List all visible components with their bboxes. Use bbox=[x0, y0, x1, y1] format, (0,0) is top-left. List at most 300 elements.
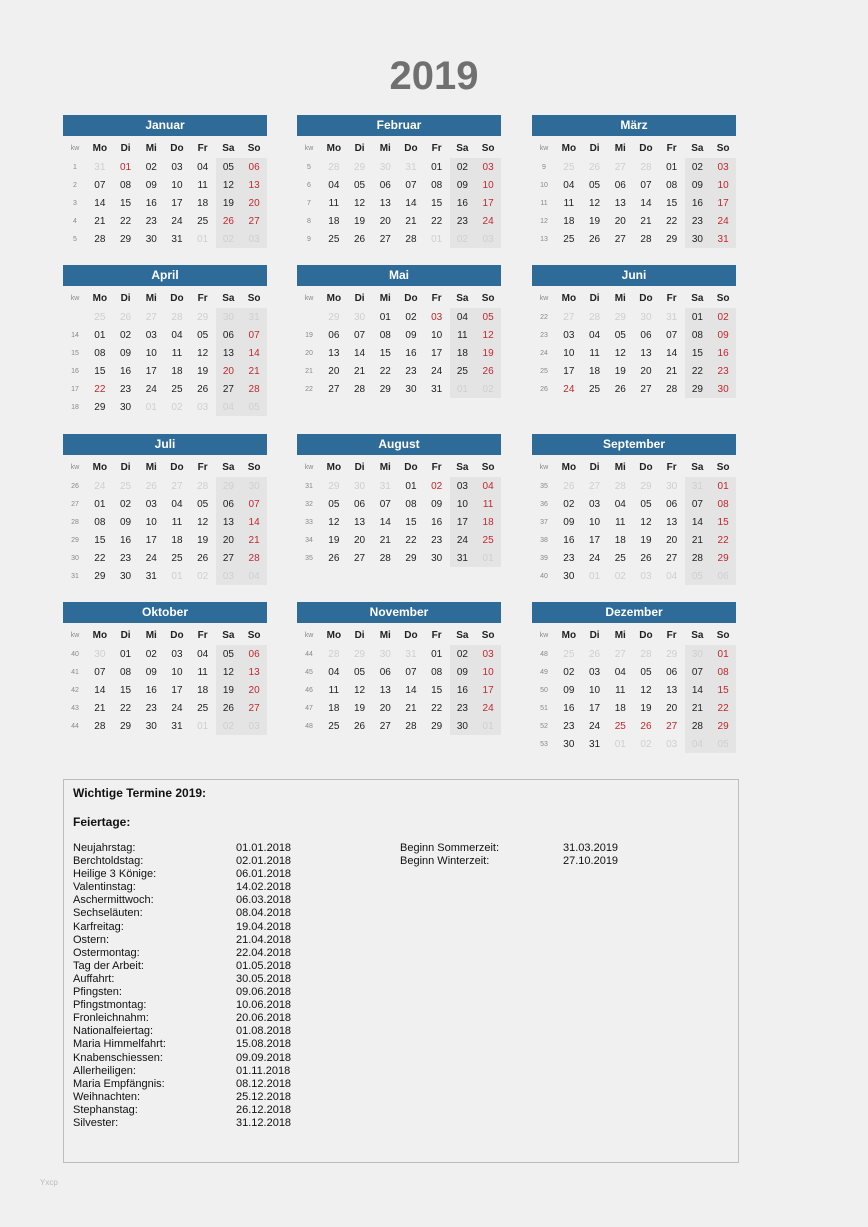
day-cell: 30 bbox=[379, 648, 391, 660]
day-cell: 19 bbox=[614, 365, 626, 377]
day-cell: 21 bbox=[405, 702, 417, 714]
holiday-name: Aschermittwoch: bbox=[73, 894, 154, 907]
day-cell: 22 bbox=[94, 383, 106, 395]
day-cell: 11 bbox=[328, 684, 340, 696]
week-number: 26 bbox=[540, 385, 548, 393]
day-cell: 10 bbox=[431, 329, 443, 341]
day-cell: 10 bbox=[710, 176, 736, 194]
day-cell: 29 bbox=[710, 717, 736, 735]
day-cell: 18 bbox=[197, 684, 209, 696]
day-cell: 31 bbox=[685, 477, 711, 495]
day-cell: 03 bbox=[589, 666, 601, 678]
holiday-name: Allerheiligen: bbox=[73, 1064, 136, 1077]
day-cell: 18 bbox=[328, 215, 340, 227]
holiday-name: Tag der Arbeit: bbox=[73, 959, 144, 972]
week-number: 34 bbox=[305, 536, 313, 544]
day-cell: 06 bbox=[666, 498, 678, 510]
day-cell: 25 bbox=[328, 720, 340, 732]
day-cell: 01 bbox=[171, 570, 183, 582]
week-number: 6 bbox=[307, 181, 311, 189]
day-cell: 03 bbox=[640, 570, 652, 582]
day-cell: 03 bbox=[145, 498, 157, 510]
day-cell: 03 bbox=[145, 329, 157, 341]
day-cell: 01 bbox=[94, 329, 106, 341]
day-cell: 30 bbox=[120, 401, 132, 413]
day-cell: 18 bbox=[171, 365, 183, 377]
day-cell: 27 bbox=[640, 383, 652, 395]
day-cell: 19 bbox=[197, 534, 209, 546]
week-number: 13 bbox=[540, 235, 548, 243]
week-number: 12 bbox=[540, 217, 548, 225]
day-cell: 13 bbox=[216, 513, 242, 531]
day-cell: 27 bbox=[666, 720, 678, 732]
day-cell: 04 bbox=[450, 308, 476, 326]
day-cell: 22 bbox=[685, 362, 711, 380]
time-change-name: Beginn Sommerzeit: bbox=[400, 842, 500, 854]
day-cell: 04 bbox=[614, 666, 626, 678]
weekday-header: So bbox=[247, 292, 261, 304]
day-cell: 25 bbox=[614, 552, 626, 564]
weekday-header: Mo bbox=[326, 629, 342, 641]
day-cell: 14 bbox=[241, 513, 267, 531]
day-cell: 22 bbox=[710, 699, 736, 717]
day-cell: 25 bbox=[171, 552, 183, 564]
day-cell: 09 bbox=[431, 498, 443, 510]
day-cell: 30 bbox=[450, 717, 476, 735]
day-cell: 10 bbox=[475, 663, 501, 681]
day-cell: 02 bbox=[450, 230, 476, 248]
week-number: 48 bbox=[305, 722, 313, 730]
holiday-name: Fronleichnahm: bbox=[73, 1012, 149, 1025]
weekday-header: Di bbox=[354, 461, 365, 473]
day-cell: 30 bbox=[354, 311, 366, 323]
day-cell: 05 bbox=[328, 498, 340, 510]
weekday-header: Mi bbox=[379, 292, 391, 304]
holiday-date: 06.03.2018 bbox=[236, 894, 292, 907]
holiday-name: Auffahrt: bbox=[73, 972, 115, 985]
day-cell: 02 bbox=[640, 738, 652, 750]
month-title: Dezember bbox=[532, 602, 736, 623]
day-cell: 14 bbox=[405, 197, 417, 209]
week-number-header: kw bbox=[539, 294, 549, 302]
day-cell: 30 bbox=[241, 477, 267, 495]
day-cell: 04 bbox=[685, 735, 711, 753]
day-cell: 10 bbox=[475, 176, 501, 194]
day-cell: 28 bbox=[685, 549, 711, 567]
day-cell: 13 bbox=[241, 176, 267, 194]
weekday-header: So bbox=[716, 292, 730, 304]
week-number: 8 bbox=[307, 217, 311, 225]
day-cell: 20 bbox=[241, 194, 267, 212]
week-number: 26 bbox=[71, 482, 79, 490]
weekday-header: Mo bbox=[561, 461, 577, 473]
day-cell: 02 bbox=[216, 717, 242, 735]
week-number: 41 bbox=[71, 668, 79, 676]
day-cell: 15 bbox=[379, 347, 391, 359]
day-cell: 23 bbox=[145, 702, 157, 714]
day-cell: 05 bbox=[216, 645, 242, 663]
holiday-name: Weihnachten: bbox=[73, 1090, 141, 1103]
day-cell: 26 bbox=[120, 311, 132, 323]
day-cell: 05 bbox=[710, 735, 736, 753]
month-table bbox=[63, 457, 267, 585]
day-cell: 18 bbox=[197, 197, 209, 209]
day-cell: 03 bbox=[475, 230, 501, 248]
day-cell: 19 bbox=[354, 215, 366, 227]
weekday-header: Do bbox=[170, 461, 184, 473]
month-title: Juni bbox=[532, 265, 736, 286]
day-cell: 30 bbox=[405, 383, 417, 395]
day-cell: 06 bbox=[354, 498, 366, 510]
holiday-name: Heilige 3 Könige: bbox=[73, 868, 157, 881]
day-cell: 31 bbox=[405, 161, 417, 173]
day-cell: 14 bbox=[94, 684, 106, 696]
day-cell: 29 bbox=[328, 480, 340, 492]
day-cell: 12 bbox=[589, 197, 601, 209]
week-number: 33 bbox=[305, 518, 313, 526]
day-cell: 29 bbox=[431, 720, 443, 732]
day-cell: 01 bbox=[450, 380, 476, 398]
day-cell: 14 bbox=[685, 681, 711, 699]
day-cell: 13 bbox=[379, 197, 391, 209]
weekday-header: Fr bbox=[431, 461, 442, 473]
week-number: 31 bbox=[305, 482, 313, 490]
weekday-header: Di bbox=[354, 629, 365, 641]
week-number-header: kw bbox=[539, 463, 549, 471]
week-number: 31 bbox=[71, 572, 79, 580]
weekday-header: So bbox=[716, 629, 730, 641]
day-cell: 12 bbox=[354, 197, 366, 209]
weekday-header: Fr bbox=[431, 629, 442, 641]
day-cell: 26 bbox=[197, 552, 209, 564]
day-cell: 26 bbox=[640, 720, 652, 732]
holiday-name: Pfingsten: bbox=[73, 986, 122, 999]
day-cell: 01 bbox=[475, 717, 501, 735]
week-number-header: kw bbox=[539, 144, 549, 152]
weekday-header: Mi bbox=[145, 461, 157, 473]
week-number: 1 bbox=[73, 163, 77, 171]
weekday-header: Fr bbox=[197, 292, 208, 304]
day-cell: 09 bbox=[563, 516, 575, 528]
weekday-header: So bbox=[481, 142, 495, 154]
day-cell: 17 bbox=[589, 534, 601, 546]
day-cell: 09 bbox=[120, 347, 132, 359]
month-6 bbox=[532, 265, 736, 398]
day-cell: 21 bbox=[685, 699, 711, 717]
weekday-header: So bbox=[481, 629, 495, 641]
day-cell: 11 bbox=[615, 684, 626, 696]
week-number: 45 bbox=[305, 668, 313, 676]
day-cell: 16 bbox=[431, 516, 443, 528]
holiday-name: Karfreitag: bbox=[73, 920, 124, 933]
time-change-date: 31.03.2019 bbox=[563, 842, 619, 854]
day-cell: 25 bbox=[563, 648, 575, 660]
day-cell: 22 bbox=[379, 365, 391, 377]
day-cell: 08 bbox=[94, 516, 106, 528]
day-cell: 23 bbox=[563, 720, 575, 732]
day-cell: 01 bbox=[379, 311, 391, 323]
weekday-header: Di bbox=[120, 629, 131, 641]
day-cell: 27 bbox=[379, 233, 391, 245]
week-number: 28 bbox=[71, 518, 79, 526]
holiday-name: Ostern: bbox=[73, 933, 110, 946]
day-cell: 30 bbox=[563, 570, 575, 582]
day-cell: 01 bbox=[431, 233, 443, 245]
day-cell: 30 bbox=[94, 648, 106, 660]
week-number: 15 bbox=[71, 349, 79, 357]
day-cell: 25 bbox=[197, 702, 209, 714]
day-cell: 12 bbox=[614, 347, 626, 359]
day-cell: 22 bbox=[431, 215, 443, 227]
day-cell: 28 bbox=[614, 480, 626, 492]
day-cell: 27 bbox=[354, 552, 366, 564]
day-cell: 03 bbox=[666, 738, 678, 750]
day-cell: 05 bbox=[640, 498, 652, 510]
week-number: 24 bbox=[540, 349, 548, 357]
day-cell: 22 bbox=[710, 531, 736, 549]
weekday-header: Fr bbox=[197, 629, 208, 641]
day-cell: 03 bbox=[710, 158, 736, 176]
day-cell: 28 bbox=[171, 311, 183, 323]
day-cell: 25 bbox=[94, 311, 106, 323]
day-cell: 30 bbox=[640, 311, 652, 323]
day-cell: 15 bbox=[710, 513, 736, 531]
day-cell: 01 bbox=[431, 161, 443, 173]
day-cell: 15 bbox=[94, 365, 106, 377]
day-cell: 24 bbox=[431, 365, 443, 377]
day-cell: 28 bbox=[241, 380, 267, 398]
holiday-name: Neujahrstag: bbox=[73, 842, 136, 854]
day-cell: 21 bbox=[354, 365, 366, 377]
day-cell: 28 bbox=[640, 648, 652, 660]
week-number-header: kw bbox=[304, 294, 314, 302]
week-number: 53 bbox=[540, 740, 548, 748]
time-change-name: Beginn Winterzeit: bbox=[400, 855, 490, 868]
weekday-header: Mi bbox=[614, 142, 626, 154]
month-9 bbox=[532, 434, 736, 585]
day-cell: 25 bbox=[120, 480, 132, 492]
month-table bbox=[297, 457, 501, 567]
day-cell: 15 bbox=[666, 197, 678, 209]
day-cell: 02 bbox=[120, 329, 132, 341]
month-title: Oktober bbox=[63, 602, 267, 623]
day-cell: 22 bbox=[94, 552, 106, 564]
day-cell: 31 bbox=[379, 480, 391, 492]
weekday-header: So bbox=[247, 461, 261, 473]
day-cell: 03 bbox=[450, 477, 476, 495]
day-cell: 04 bbox=[197, 161, 209, 173]
day-cell: 05 bbox=[475, 308, 501, 326]
day-cell: 28 bbox=[197, 480, 209, 492]
day-cell: 17 bbox=[563, 365, 575, 377]
day-cell: 20 bbox=[328, 365, 340, 377]
day-cell: 28 bbox=[405, 233, 417, 245]
day-cell: 12 bbox=[216, 663, 242, 681]
day-cell: 29 bbox=[354, 161, 366, 173]
day-cell: 06 bbox=[216, 326, 242, 344]
day-cell: 02 bbox=[450, 645, 476, 663]
week-number: 44 bbox=[305, 650, 313, 658]
day-cell: 26 bbox=[145, 480, 157, 492]
day-cell: 04 bbox=[197, 648, 209, 660]
day-cell: 30 bbox=[563, 738, 575, 750]
day-cell: 07 bbox=[405, 666, 417, 678]
week-number: 22 bbox=[540, 313, 548, 321]
day-cell: 18 bbox=[328, 702, 340, 714]
holiday-date: 21.04.2018 bbox=[236, 933, 292, 946]
day-cell: 24 bbox=[171, 215, 183, 227]
day-cell: 18 bbox=[475, 513, 501, 531]
day-cell: 13 bbox=[354, 516, 366, 528]
day-cell: 11 bbox=[563, 197, 575, 209]
day-cell: 16 bbox=[450, 681, 476, 699]
day-cell: 02 bbox=[145, 161, 157, 173]
day-cell: 27 bbox=[614, 648, 626, 660]
day-cell: 03 bbox=[589, 498, 601, 510]
day-cell: 20 bbox=[216, 362, 242, 380]
day-cell: 28 bbox=[328, 648, 340, 660]
day-cell: 11 bbox=[328, 197, 340, 209]
holiday-date: 30.05.2018 bbox=[236, 972, 292, 985]
day-cell: 25 bbox=[328, 233, 340, 245]
day-cell: 23 bbox=[145, 215, 157, 227]
week-number: 3 bbox=[73, 199, 77, 207]
day-cell: 29 bbox=[328, 311, 340, 323]
day-cell: 06 bbox=[710, 567, 736, 585]
weekday-header: So bbox=[247, 142, 261, 154]
month-10 bbox=[63, 602, 267, 735]
day-cell: 04 bbox=[328, 666, 340, 678]
day-cell: 05 bbox=[614, 329, 626, 341]
day-cell: 07 bbox=[241, 326, 267, 344]
day-cell: 14 bbox=[94, 197, 106, 209]
weekday-header: Sa bbox=[222, 629, 235, 641]
day-cell: 17 bbox=[431, 347, 443, 359]
day-cell: 03 bbox=[241, 230, 267, 248]
holiday-date: 10.06.2018 bbox=[236, 999, 292, 1012]
day-cell: 31 bbox=[145, 570, 157, 582]
weekday-header: Do bbox=[404, 461, 418, 473]
week-number: 35 bbox=[540, 482, 548, 490]
day-cell: 02 bbox=[120, 498, 132, 510]
day-cell: 16 bbox=[145, 197, 157, 209]
day-cell: 08 bbox=[431, 666, 443, 678]
holiday-name: Berchtoldstag: bbox=[73, 855, 144, 868]
holiday-dates bbox=[236, 842, 291, 1130]
day-cell: 18 bbox=[171, 534, 183, 546]
week-number: 51 bbox=[540, 704, 548, 712]
day-cell: 27 bbox=[614, 233, 626, 245]
day-cell: 05 bbox=[197, 329, 209, 341]
month-5 bbox=[297, 265, 501, 398]
day-cell: 23 bbox=[563, 552, 575, 564]
weekday-header: Do bbox=[639, 461, 653, 473]
month-title: November bbox=[297, 602, 501, 623]
important-dates-box bbox=[63, 779, 739, 1163]
day-cell: 03 bbox=[241, 717, 267, 735]
day-cell: 17 bbox=[710, 194, 736, 212]
day-cell: 29 bbox=[197, 311, 209, 323]
weekday-header: Fr bbox=[431, 142, 442, 154]
day-cell: 28 bbox=[379, 552, 391, 564]
day-cell: 22 bbox=[405, 534, 417, 546]
weekday-header: Sa bbox=[691, 292, 704, 304]
day-cell: 27 bbox=[216, 380, 242, 398]
day-cell: 12 bbox=[197, 347, 209, 359]
day-cell: 01 bbox=[145, 401, 157, 413]
day-cell: 10 bbox=[145, 516, 157, 528]
week-number: 43 bbox=[71, 704, 79, 712]
day-cell: 28 bbox=[640, 233, 652, 245]
month-4 bbox=[63, 265, 267, 416]
day-cell: 17 bbox=[475, 194, 501, 212]
month-title: April bbox=[63, 265, 267, 286]
day-cell: 07 bbox=[94, 666, 106, 678]
day-cell: 21 bbox=[685, 531, 711, 549]
day-cell: 02 bbox=[450, 158, 476, 176]
day-cell: 24 bbox=[171, 702, 183, 714]
day-cell: 24 bbox=[710, 212, 736, 230]
day-cell: 06 bbox=[640, 329, 652, 341]
month-table bbox=[532, 138, 736, 248]
holiday-date: 06.01.2018 bbox=[236, 868, 292, 881]
day-cell: 27 bbox=[216, 549, 242, 567]
weekday-header: Sa bbox=[691, 142, 704, 154]
holiday-date: 01.08.2018 bbox=[236, 1025, 292, 1038]
day-cell: 04 bbox=[171, 498, 183, 510]
day-cell: 07 bbox=[94, 179, 106, 191]
day-cell: 21 bbox=[241, 531, 267, 549]
day-cell: 03 bbox=[197, 401, 209, 413]
day-cell: 29 bbox=[94, 570, 106, 582]
day-cell: 21 bbox=[379, 534, 391, 546]
weekday-header: Do bbox=[170, 292, 184, 304]
weekday-header: Mo bbox=[326, 292, 342, 304]
day-cell: 25 bbox=[563, 161, 575, 173]
day-cell: 08 bbox=[710, 495, 736, 513]
day-cell: 11 bbox=[171, 347, 183, 359]
day-cell: 15 bbox=[405, 516, 417, 528]
day-cell: 16 bbox=[120, 365, 132, 377]
day-cell: 26 bbox=[354, 233, 366, 245]
day-cell: 16 bbox=[120, 534, 132, 546]
day-cell: 30 bbox=[379, 161, 391, 173]
day-cell: 23 bbox=[450, 699, 476, 717]
week-number: 40 bbox=[71, 650, 79, 658]
day-cell: 28 bbox=[94, 720, 106, 732]
holiday-name: Pfingstmontag: bbox=[73, 999, 147, 1012]
week-number: 7 bbox=[307, 199, 311, 207]
day-cell: 14 bbox=[666, 347, 678, 359]
holiday-date: 09.09.2018 bbox=[236, 1051, 292, 1064]
week-number: 25 bbox=[540, 367, 548, 375]
holiday-name: Maria Empfängnis: bbox=[73, 1077, 165, 1090]
day-cell: 20 bbox=[354, 534, 366, 546]
day-cell: 30 bbox=[685, 645, 711, 663]
day-cell: 04 bbox=[614, 498, 626, 510]
day-cell: 27 bbox=[379, 720, 391, 732]
day-cell: 16 bbox=[710, 344, 736, 362]
month-table bbox=[63, 625, 267, 735]
day-cell: 28 bbox=[640, 161, 652, 173]
day-cell: 27 bbox=[328, 383, 340, 395]
day-cell: 23 bbox=[405, 365, 417, 377]
day-cell: 19 bbox=[216, 681, 242, 699]
day-cell: 02 bbox=[710, 308, 736, 326]
day-cell: 26 bbox=[216, 212, 242, 230]
week-number: 22 bbox=[305, 385, 313, 393]
week-number: 18 bbox=[71, 403, 79, 411]
